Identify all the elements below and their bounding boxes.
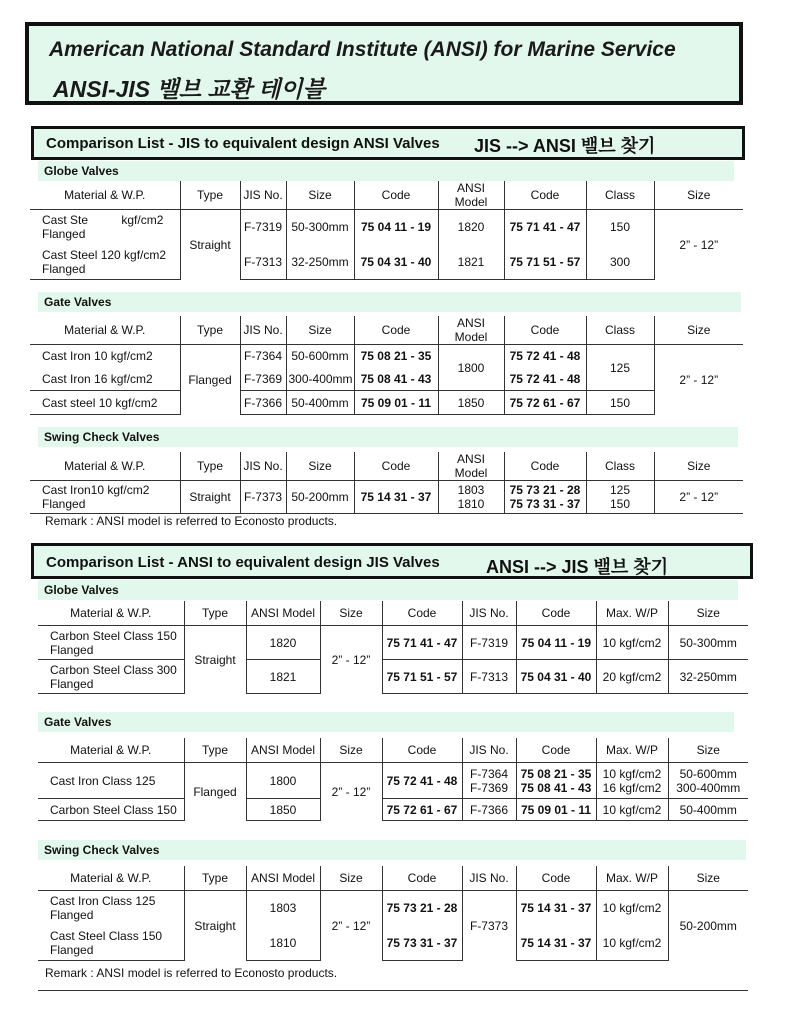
wp-cell: 20 kgf/cm2 [596,660,668,694]
col-size: Size [320,866,382,891]
col-code2: Code [516,738,596,763]
wp-cell: 10 kgf/cm2 [596,926,668,961]
bottom-rule [38,990,748,991]
jis-cell: F-7313 [240,245,286,280]
col-code: Code [382,866,462,891]
col-type: Type [180,316,240,345]
class-cell: 150 [586,210,654,245]
code2-cell: 75 71 51 - 57 [504,245,586,280]
col-max-wp: Max. W/P [596,601,668,626]
col-code: Code [354,181,438,210]
table-row [38,926,748,961]
code-cell: 75 73 21 - 28 [382,891,462,926]
code2-cell: 75 08 21 - 35 75 08 41 - 43 [516,763,596,799]
col-jis-no: JIS No. [462,866,516,891]
section2-header [31,543,753,579]
s2-globe-table [38,601,748,694]
code-cell: 75 71 41 - 47 [382,626,462,660]
table-row [30,210,743,245]
material-cell: Cast Iron 10 kgf/cm2 [42,349,153,364]
type-cell: Straight [180,210,240,280]
size2-cell: 50-600mm 300-400mm [668,763,748,799]
col-size2: Size [654,452,743,481]
jis-cell: F-7364 F-7369 [462,763,516,799]
col-max-wp: Max. W/P [596,866,668,891]
col-size: Size [286,316,354,345]
material-cell: Cast Iron 16 kgf/cm2 [42,371,153,386]
code2-cell: 75 73 21 - 28 75 73 31 - 37 [504,481,586,514]
code2-cell: 75 09 01 - 11 [516,799,596,821]
ansi-cell: 1800 [246,763,320,799]
ansi-cell: 1803 1810 [438,481,504,514]
material-cell: Cast Iron Class 125 [50,773,156,788]
col-code: Code [382,601,462,626]
col-size2: Size [668,601,748,626]
section2-subtitle: ANSI --> JIS 밸브 찾기 [486,557,669,577]
col-size2: Size [668,866,748,891]
col-type: Type [180,181,240,210]
jis-cell: F-7366 [240,391,286,415]
table-row [38,763,748,799]
table-header-row [30,452,743,481]
col-jis-no: JIS No. [240,452,286,481]
col-max-wp: Max. W/P [596,738,668,763]
table-header-row [38,601,748,626]
col-type: Type [184,738,246,763]
size-cell: 2” - 12” [320,626,382,694]
col-ansi-model: ANSI Model [246,601,320,626]
title-english: American National Standard Institute (ANSI) for Marine Service [49,38,676,61]
s2-gate-table [38,738,748,821]
wp-cell: 10 kgf/cm2 [596,891,668,926]
col-material: Material & W.P. [30,452,180,481]
s2-globe-label: Globe Valves [38,580,738,600]
col-class: Class [586,316,654,345]
code-cell: 75 08 21 - 35 [354,345,438,368]
col-jis-no: JIS No. [462,601,516,626]
material-cell: Carbon Steel Class 300 Flanged [38,660,184,694]
section1-subtitle: JIS --> ANSI 밸브 찾기 [474,136,656,156]
col-material: Material & W.P. [30,181,180,210]
size-cell: 50-200mm [286,481,354,514]
code-cell: 75 14 31 - 37 [354,481,438,514]
size-cell: 50-400mm [286,391,354,415]
col-ansi-model: ANSI Model [246,866,320,891]
ansi-cell: 1821 [438,245,504,280]
code2-cell: 75 04 11 - 19 [516,626,596,660]
section2-title: Comparison List - ANSI to equivalent design JIS Valves [46,554,440,571]
ansi-cell: 1810 [246,926,320,961]
size2-cell: 2” - 12” [654,210,743,280]
table-row [38,660,748,694]
code-cell: 75 09 01 - 11 [354,391,438,415]
col-size: Size [320,738,382,763]
wp-cell: 10 kgf/cm2 [596,626,668,660]
jis-cell: F-7319 [462,626,516,660]
jis-cell: F-7319 [240,210,286,245]
size-cell: 2” - 12” [320,891,382,961]
s2-gate-label: Gate Valves [38,712,734,732]
table-header-row [30,316,743,345]
table-row [30,345,743,368]
material-cell: Cast Ste kgf/cm2 Flanged [42,213,164,242]
code2-cell: 75 71 41 - 47 [504,210,586,245]
ansi-cell: 1820 [438,210,504,245]
size-cell: 2” - 12” [320,763,382,821]
code2-cell: 75 04 31 - 40 [516,660,596,694]
class-cell: 150 [586,391,654,415]
material-cell: Carbon Steel Class 150 [38,799,184,821]
s1-swing-table [30,452,743,514]
code2-cell: 75 72 61 - 67 [504,391,586,415]
size2-cell: 50-400mm [668,799,748,821]
type-cell: Straight [180,481,240,514]
code2-cell: 75 14 31 - 37 [516,891,596,926]
wp-cell: 10 kgf/cm2 [596,799,668,821]
code2-cell: 75 72 41 - 48 [504,368,586,391]
size2-cell: 32-250mm [668,660,748,694]
code-cell: 75 08 41 - 43 [354,368,438,391]
title-korean: ANSI-JIS 밸브 교환 테이블 [53,76,325,102]
size2-cell: 2” - 12” [654,345,743,415]
col-type: Type [180,452,240,481]
col-class: Class [586,452,654,481]
col-code: Code [354,452,438,481]
table-row [30,245,743,280]
col-jis-no: JIS No. [240,181,286,210]
table-row [38,891,748,926]
col-ansi-model: ANSI Model [438,316,504,345]
size2-cell: 2” - 12” [654,481,743,514]
col-material: Material & W.P. [38,866,184,891]
code-cell: 75 72 41 - 48 [382,763,462,799]
table-row [30,481,743,514]
type-cell: Straight [184,626,246,694]
size2-cell: 50-200mm [668,891,748,961]
col-ansi-model: ANSI Model [246,738,320,763]
col-size: Size [320,601,382,626]
section1-header [31,126,745,160]
code-cell: 75 72 61 - 67 [382,799,462,821]
code-cell: 75 04 11 - 19 [354,210,438,245]
material-cell: Carbon Steel Class 150 Flanged [50,628,177,657]
size-cell: 300-400mm [286,368,354,391]
jis-cell: F-7373 [462,891,516,961]
section2-remark: Remark : ANSI model is referred to Econosto products. [45,966,338,980]
ansi-cell: 1850 [438,391,504,415]
title-box [25,22,743,105]
size-cell: 50-300mm [286,210,354,245]
col-size: Size [286,181,354,210]
section1-remark: Remark : ANSI model is referred to Econosto products. [45,514,338,528]
col-code2: Code [516,866,596,891]
col-code2: Code [516,601,596,626]
ansi-cell: 1821 [246,660,320,694]
col-code: Code [354,316,438,345]
size-cell: 32-250mm [286,245,354,280]
table-header-row [38,866,748,891]
col-type: Type [184,866,246,891]
material-cell: Cast Steel Class 150 Flanged [38,926,184,961]
col-jis-no: JIS No. [240,316,286,345]
material-cell: Cast Iron Class 125 Flanged [50,894,156,923]
material-cell: Cast steel 10 kgf/cm2 [30,391,180,415]
jis-cell: F-7313 [462,660,516,694]
jis-cell: F-7364 [240,345,286,368]
s2-swing-table [38,866,748,961]
material-cell: Cast Iron10 kgf/cm2 Flanged [30,481,180,514]
col-material: Material & W.P. [30,316,180,345]
s1-swing-label: Swing Check Valves [38,427,738,447]
jis-cell: F-7373 [240,481,286,514]
col-ansi-model: ANSI Model [438,181,504,210]
col-size2: Size [668,738,748,763]
col-code: Code [382,738,462,763]
table-row [38,626,748,660]
code-cell: 75 04 31 - 40 [354,245,438,280]
s2-swing-label: Swing Check Valves [38,840,746,860]
jis-cell: F-7366 [462,799,516,821]
s1-globe-label: Globe Valves [38,161,734,181]
code-cell: 75 71 51 - 57 [382,660,462,694]
ansi-cell: 1800 [438,345,504,391]
class-cell: 125 [586,345,654,391]
size-cell: 50-600mm [286,345,354,368]
size2-cell: 50-300mm [668,626,748,660]
section1-title: Comparison List - JIS to equivalent design ANSI Valves [46,135,440,152]
table-header-row [30,181,743,210]
col-material: Material & W.P. [38,738,184,763]
wp-cell: 10 kgf/cm2 16 kgf/cm2 [596,763,668,799]
col-material: Material & W.P. [38,601,184,626]
col-size: Size [286,452,354,481]
s1-gate-label: Gate Valves [38,292,741,312]
material-cell: Cast Steel 120 kgf/cm2 Flanged [30,245,180,280]
code2-cell: 75 14 31 - 37 [516,926,596,961]
s1-gate-table [30,316,743,415]
class-cell: 125 150 [586,481,654,514]
table-header-row [38,738,748,763]
col-class: Class [586,181,654,210]
col-size2: Size [654,181,743,210]
ansi-cell: 1820 [246,626,320,660]
jis-cell: F-7369 [240,368,286,391]
s1-globe-table [30,181,743,280]
code2-cell: 75 72 41 - 48 [504,345,586,368]
type-cell: Flanged [184,763,246,821]
class-cell: 300 [586,245,654,280]
type-cell: Flanged [180,345,240,415]
ansi-cell: 1850 [246,799,320,821]
code-cell: 75 73 31 - 37 [382,926,462,961]
col-code2: Code [504,181,586,210]
col-code2: Code [504,452,586,481]
col-code2: Code [504,316,586,345]
table-row [38,799,748,821]
type-cell: Straight [184,891,246,961]
table-row [30,391,743,415]
col-type: Type [184,601,246,626]
col-size2: Size [654,316,743,345]
ansi-cell: 1803 [246,891,320,926]
col-ansi-model: ANSI Model [438,452,504,481]
col-jis-no: JIS No. [462,738,516,763]
